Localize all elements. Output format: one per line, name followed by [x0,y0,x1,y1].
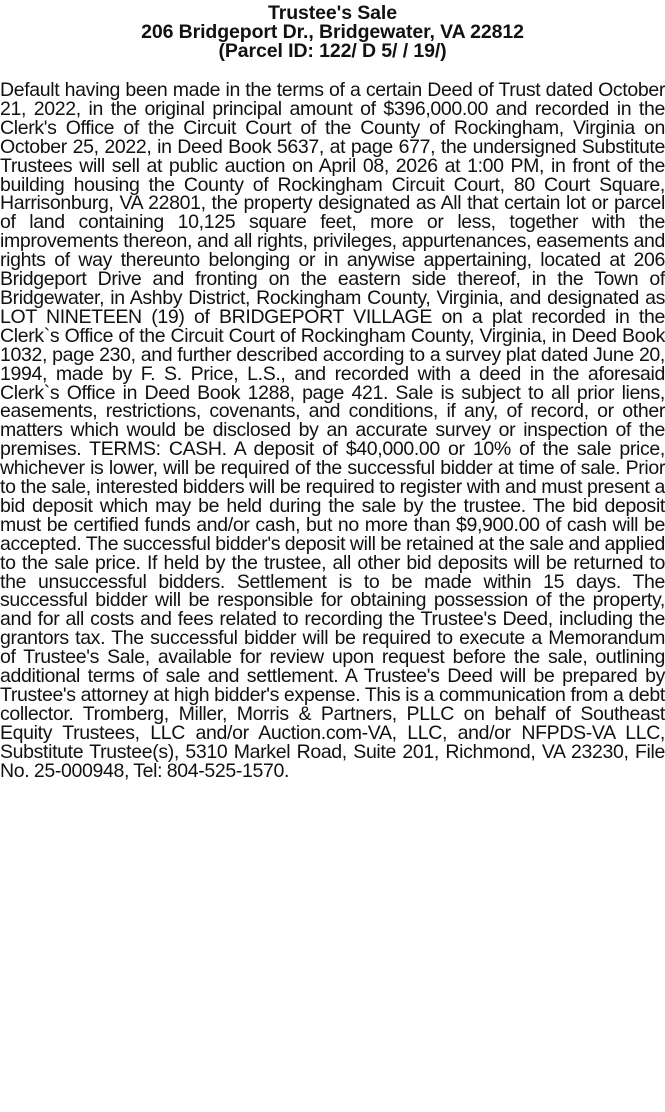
notice-title: Trustee's Sale [268,2,397,24]
notice-header [0,4,665,61]
property-address: 206 Bridgeport Dr., Bridgewater, VA 22812 [141,21,524,43]
notice-body: Default having been made in the terms of a certain Deed of Trust dated October 21, 2022, in the original principal amount of $396,000.00 and recorded in the Clerk's Office of the Circuit Court of the County of Rockingham, Virginia on October 25, 2022, in Deed Book 5637, at page 677, the undersigned Substitute Trustees will sell at public auction on April 08, 2026 at 1:00 PM, in front of the building housing the County of Rockingham Circuit Court, 80 Court Square, Harrisonburg, VA 22801, the property designated as All that certain lot or parcel of land containing 10,125 square feet, more or less, together with the improvements thereon, and all rights, privileges, appurtenances, easements and rights of way thereunto belonging or in anywise appertaining, located at 206 Bridgeport Drive and fronting on the eastern side thereof, in the Town of Bridgewater, in Ashby District, Rockingham County, Virginia, and designated as LOT NINETEEN (19) of BRIDGEPORT VILLAGE on a plat recorded in the Clerk`s Office of the Circuit Court of Rockingham County, Virginia, in Deed Book 1032, page 230, and further described according to a survey plat dated June 20, 1994, made by F. S. Price, L.S., and recorded with a deed in the aforesaid Clerk`s Office in Deed Book 1288, page 421. Sale is subject to all prior liens, easements, restrictions, covenants, and conditions, if any, of record, or other matters which would be disclosed by an accurate survey or inspection of the premises. TERMS: CASH. A deposit of $40,000.00 or 10% of the sale price, whichever is lower, will be required of the successful bidder at time of sale. Prior to the sale, interested bidders will be required to register with and must present a bid deposit which may be held during the sale by the trustee. The bid deposit must be certified funds and/or cash, but no more than $9,900.00 of cash will be accepted. The successful bidder's deposit will be retained at the sale and applied to the sale price. If held by the trustee, all other bid deposits will be returned to the unsuccessful bidders. Settlement is to be made within 15 days. The successful bidder will be responsible for obtaining possession of the property, and for all costs and fees related to recording the Trustee's Deed, including the grantors tax. The successful bidder will be required to execute a Memorandum of Trustee's Sale, available for review upon request before the sale, outlining additional terms of sale and settlement. A Trustee's Deed will be prepared by Trustee's attorney at high bidder's expense. This is a communication from a debt collector. Tromberg, Miller, Morris & Partners, PLLC on behalf of Southeast Equity Trustees, LLC and/or Auction.com-VA, LLC, and/or NFPDS-VA LLC, Substitute Trustee(s), 5310 Markel Road, Suite 201, Richmond, VA 23230, File No. 25-000948, Tel: 804-525-1570. [0,79,665,782]
parcel-id: (Parcel ID: 122/ D 5/ / 19/) [218,40,447,62]
